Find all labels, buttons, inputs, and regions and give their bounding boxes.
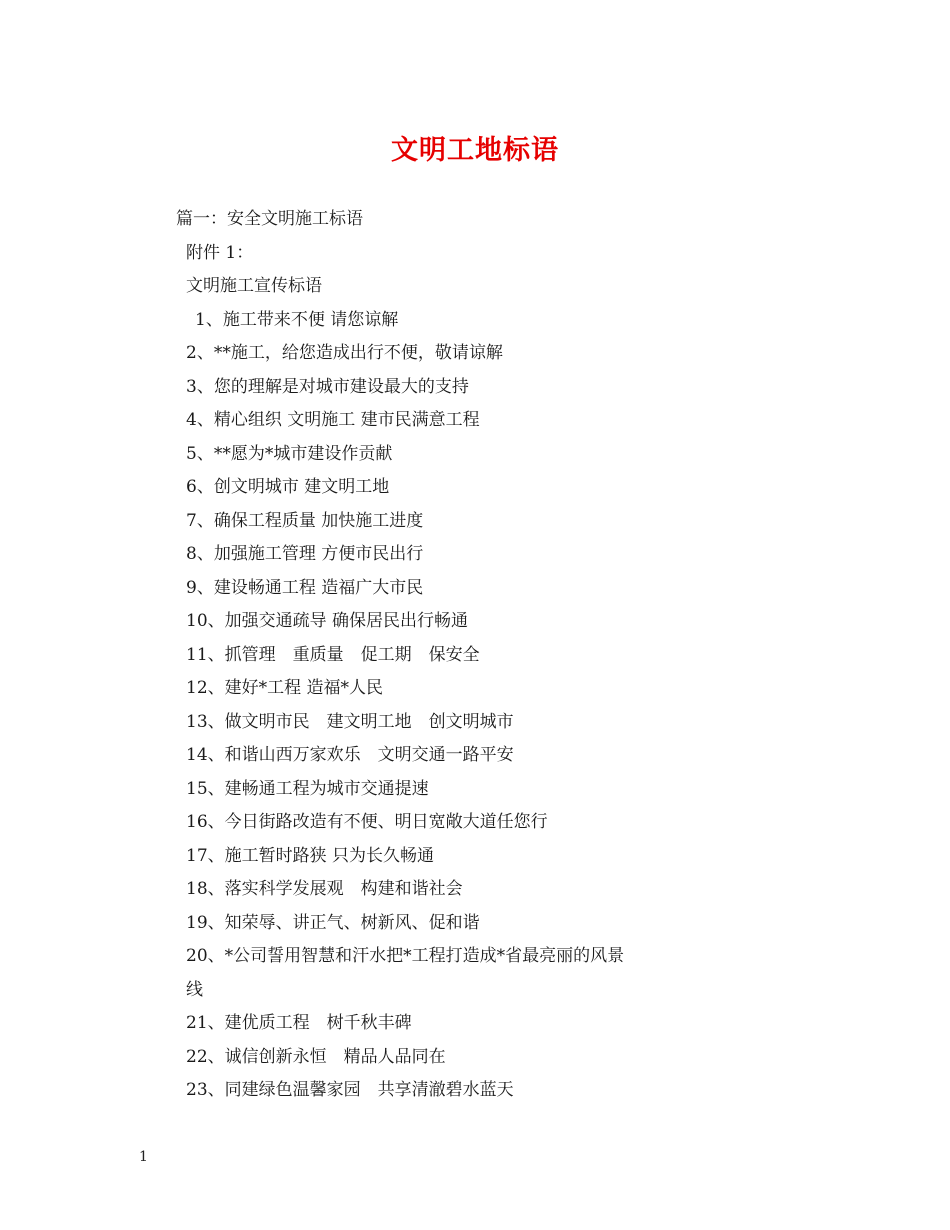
slogan-item: 21、建优质工程 树千秋丰碑 xyxy=(186,1013,412,1033)
subsection-heading: 文明施工宣传标语 xyxy=(186,276,322,296)
slogan-item: 11、抓管理 重质量 促工期 保安全 xyxy=(186,645,480,665)
page-number: 1 xyxy=(139,1149,148,1165)
slogan-item: 14、和谐山西万家欢乐 文明交通一路平安 xyxy=(186,745,514,765)
slogan-item: 4、精心组织 文明施工 建市民满意工程 xyxy=(186,410,480,430)
slogan-item: 8、加强施工管理 方便市民出行 xyxy=(186,544,424,564)
slogan-item: 12、建好*工程 造福*人民 xyxy=(186,678,384,698)
slogan-item: 18、落实科学发展观 构建和谐社会 xyxy=(186,879,463,899)
slogan-item: 9、建设畅通工程 造福广大市民 xyxy=(186,578,424,598)
slogan-item: 13、做文明市民 建文明工地 创文明城市 xyxy=(186,712,514,732)
document-title: 文明工地标语 xyxy=(391,135,559,166)
slogan-item: 17、施工暂时路狭 只为长久畅通 xyxy=(186,846,435,866)
slogan-item: 3、您的理解是对城市建设最大的支持 xyxy=(186,377,469,397)
slogan-item: 1、施工带来不便 请您谅解 xyxy=(195,310,399,330)
slogan-item: 7、确保工程质量 加快施工进度 xyxy=(186,511,424,531)
slogan-item: 23、同建绿色温馨家园 共享清澈碧水蓝天 xyxy=(186,1080,514,1100)
slogan-item: 22、诚信创新永恒 精品人品同在 xyxy=(186,1047,446,1067)
slogan-item: 6、创文明城市 建文明工地 xyxy=(186,477,390,497)
slogan-item: 15、建畅通工程为城市交通提速 xyxy=(186,779,429,799)
slogan-item: 5、**愿为*城市建设作贡献 xyxy=(186,444,393,464)
section-heading: 篇一：安全文明施工标语 xyxy=(176,209,363,229)
slogan-item-continuation: 线 xyxy=(186,980,203,1000)
slogan-item: 16、今日街路改造有不便、明日宽敞大道任您行 xyxy=(186,812,548,832)
slogan-item: 10、加强交通疏导 确保居民出行畅通 xyxy=(186,611,469,631)
slogan-item: 20、*公司誓用智慧和汗水把*工程打造成*省最亮丽的风景 xyxy=(186,946,625,966)
slogan-item: 19、知荣辱、讲正气、树新风、促和谐 xyxy=(186,913,480,933)
slogan-item: 2、**施工，给您造成出行不便，敬请谅解 xyxy=(186,343,503,363)
attachment-label: 附件 1： xyxy=(186,243,254,263)
